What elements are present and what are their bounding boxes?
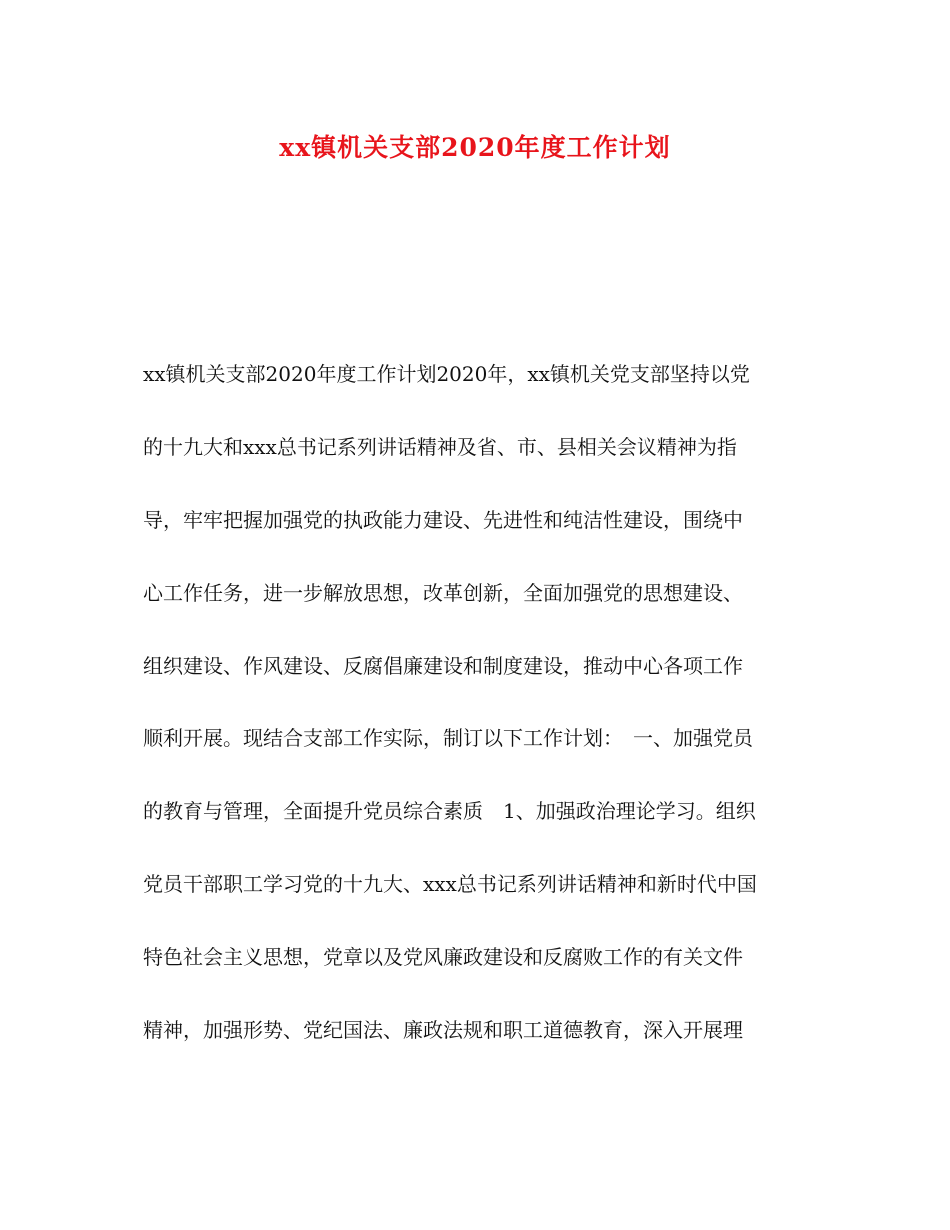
body-line: 组织建设、作风建设、反腐倡廉建设和制度建设，推动中心各项工作: [143, 653, 743, 678]
document-title: xx镇机关支部2020年度工作计划: [279, 133, 671, 162]
body-line: 的十九大和xxx总书记系列讲话精神及省、市、县相关会议精神为指: [143, 434, 737, 459]
body-line: 精神，加强形势、党纪国法、廉政法规和职工道德教育，深入开展理: [143, 1018, 743, 1043]
body-line: 特色社会主义思想，党章以及党风廉政建设和反腐败工作的有关文件: [143, 945, 743, 970]
body-line: xx镇机关支部2020年度工作计划2020年，xx镇机关党支部坚持以党: [143, 362, 750, 386]
body-line: 党员干部职工学习党的十九大、xxx总书记系列讲话精神和新时代中国: [143, 872, 757, 897]
body-line: 心工作任务，进一步解放思想，改革创新，全面加强党的思想建设、: [143, 580, 743, 605]
body-line: 顺利开展。现结合支部工作实际，制订以下工作计划： 一、加强党员: [143, 726, 753, 751]
body-line: 导，牢牢把握加强党的执政能力建设、先进性和纯洁性建设，围绕中: [143, 507, 743, 532]
body-line: 的教育与管理，全面提升党员综合素质 1、加强政治理论学习。组织: [143, 799, 756, 824]
document-body: [143, 356, 813, 1085]
